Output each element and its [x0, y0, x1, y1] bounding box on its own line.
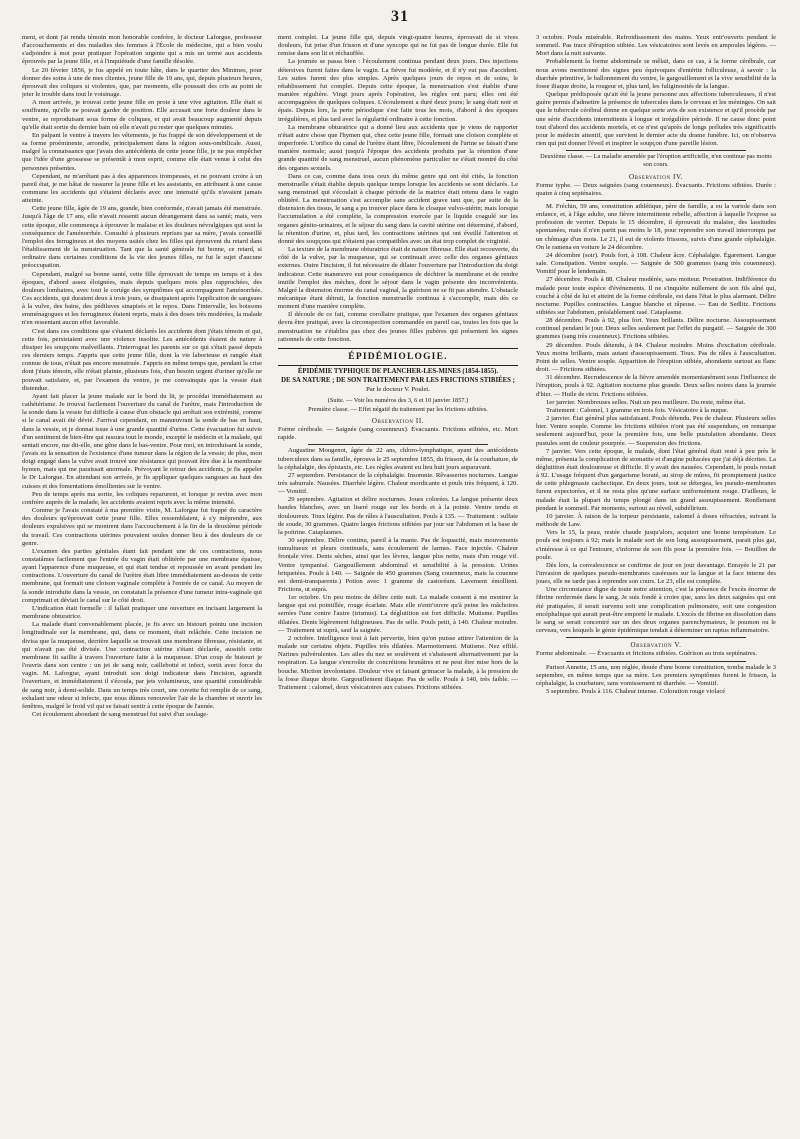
paragraph: 29 décembre. Pouls détendu, à 84. Chaleur moindre. Moins d'excitation cérébrale. Yeux moins brillants, mais autant d'assoupissement. Toux. Pas de râles à l'auscultation. Point de selles. Ventre souple. Apparition de l'éruption stibiée, abondante surtout au flanc droit. — Frictions stibiées.	[536, 341, 776, 374]
paragraph: La membrane obturatrice qui a donné lieu aux accidents que je viens de rapporter n'était autre chose que l'hymen qui, chez cette jeune fille, formait une cloison complète et imperforée. L'orifice du canal de l'urètre étant libre, l'écoulement de l'urine se faisait d'une manière normale; aussi jusqu'à l'époque des accidents produits par la rétention d'une grande quantité de sang menstruel, aucun phénomène particulier ne s'était montré du côté des organes sexuels.	[278, 123, 518, 172]
paragraph: 1er janvier. Nombreuses selles. Nuit un peu meilleure. Du reste, même état.	[546, 398, 746, 406]
divider	[566, 150, 746, 151]
observation-heading: Observation II.	[371, 416, 425, 425]
paragraph: 27 septembre. Persistance de la céphalalgie. Insomnie. Rêvasseries nocturnes. Langue très saburrale. Nausées. Diarrhée légère. Chaleur mordicante et pouls très fréquent, à 120. — Vomitif.	[278, 471, 518, 496]
paragraph: Dans ce cas, comme dans tous ceux du même genre qui ont été cités, la fonction menstruelle s'était établie depuis quelque temps lorsque les accidents se sont déclarés. Le sang menstruel qui s'écoulait à chaque période de la matrice était retenu dans le vagin oblitéré. La menstruation s'est accomplie sans accident grave tant que, par suite de la distension des tissus, le sang a pu trouver place dans le cloaque vulvo-utérin; mais lorsque l'accumulation a été complète, la compression exercée par le liquide coagulé sur les organes génito-urinaires, et le séjour du sang dans la cavité utérine ont déterminé, d'abord, la rétention d'urine, et, plus tard, les contractions utérines qui ont éveillé l'attention et donné des soupçons qui n'étaient pas compatibles avec un état trop complet de virginité.	[278, 172, 518, 245]
paragraph: Il découle de ce fait, comme corollaire pratique, que l'examen des organes génitaux devra être pratiqué, avec la circonspection commandée en pareil cas, toutes les fois que la menstruation ne s'établira pas chez des jeunes filles pubères qui présentent les signes rationnels de cette fonction.	[278, 311, 518, 343]
paragraph: 31 décembre. Recrudescence de la fièvre amendée momentanément sous l'influence de l'éruption, pouls à 92. Agitation nocturne plus grande. Deux selles noires dans la journée d'hier. — Huile de ricin. Frictions stibiées.	[536, 374, 776, 398]
divider	[566, 200, 746, 201]
paragraph: La malade étant convenablement placée, je fis avec un bistouri pointu une incision longitudinale sur la membrane, qui, dans ce moment, était relâchée. Cette incision ne divisa que la muqueuse, derrière laquelle se trouvait une membrane fibreuse, résistante, et qui n'avait pas été divisée. Une contraction utérine s'étant déclarée, aussitôt cette membrane fit saillie à travers l'ouverture faite à la muqueuse. D'un coup de bistouri je l'ouvris dans son centre : un jet de sang noir, caillebotté et infect, sortit avec force du vagin. M. Laforgue, ayant introduit son doigt indicateur dans l'incision, agrandit l'ouverture, et immédiatement il s'écoula, par jets volumineux, une quantité considérable de sang noir, à demi-solide. Dans un temps très court, une cuvette fut remplie de ce sang, exhalant une odeur si infecte, que nous dûmes renouveler l'air de la chambre et ouvrir les fenêtres, malgré le froid vif qui se faisait sentir à cette époque de l'année.	[22, 621, 262, 710]
section-divider	[278, 348, 518, 349]
observation-heading: Observation V.	[630, 641, 682, 650]
paragraph: 2 janvier. État général plus satisfaisant. Pouls détendu. Peu de chaleur. Plusieurs selles hier. Ventre souple. Comme les frictions stibiées n'ont pas été suspendues, on remarque seulement aujourd'hui, pour la première fois, une belle pustulation abondante. Deux pustules sont de couleur pourprée. — Suspension des frictions.	[536, 415, 776, 447]
paragraph: Cet écoulement abondant de sang menstruel fut suivi d'un soulage-	[32, 710, 209, 718]
column-right	[536, 34, 776, 1130]
paragraph: Cependant, ne m'arrêtant pas à des apparences trompeuses, et ne pouvant croire à un pareil état, je me hâtai de rassurer la jeune fille et les assistants, en attribuant à une cause commune les accidents qui s'étaient déclarés avec une intensité qu'ils n'avaient jamais atteinte.	[22, 172, 262, 205]
paragraph: Parisot Annette, 15 ans, non réglée, douée d'une bonne constitution, tomba malade le 3 septembre, en même temps que sa mère. Les premiers symptômes furent le frisson, la céphalalgie, la courbature, sans vomissement ni diarrhée. — Vomitif.	[536, 663, 776, 687]
paragraph: A mon arrivée, je trouvai cette jeune fille en proie à une vive agitation. Elle était si souffrante, qu'elle ne pouvait garder de position. Elle accusait une forte douleur dans le ventre, se reproduisant sous forme de coliques, et qui avait beaucoup augmenté depuis qu'elle était sortie du dernier bain où elle n'avait pu rester que quelques minutes.	[22, 99, 262, 131]
paragraph: Comme je l'avais constaté à ma première visite, M. Laforgue fut frappé du caractère des douleurs qu'éprouvait cette jeune fille. Elles ressemblaient, à s'y méprendre, aux douleurs expulsives qui se montrent dans l'accouchement à la fin de la deuxième période du travail. Ces contractions utérines pouvaient seules donner lieu à des douleurs de ce genre.	[22, 507, 262, 547]
paragraph: Cependant, malgré sa bonne santé, cette fille éprouvait de temps en temps et à des époques, d'abord assez éloignées, mais depuis quelques mois plus rapprochées, des douleurs lombaires, avec tout le cortége des symptômes qui accompagnent l'aménorrhée. Ces accidents, qui duraient deux à trois jours, se dissipaient après l'application de sangsues à la vulve, des bains, des pédiluves sinapisés et le repos. Dans l'intervalle, les boissons emménagogues et les ferrugineux étaient repris, mais à des doses très modérées, la malade n'en ressentant aucun effet favorable.	[22, 270, 262, 327]
form-line: Forme abdominale. — Évacuants et frictions stibiées. Guérison au trois septénaires.	[536, 650, 758, 658]
paragraph: Peu de temps après ma sortie, les coliques reparurent, et lorsque je revins avec mon confrère auprès de la malade, les accidents avaient repris avec la même intensité.	[22, 490, 262, 506]
page-number: 31	[391, 8, 409, 25]
observation-heading: Observation IV.	[628, 172, 684, 181]
article-title: ÉPIDÉMIE TYPHIQUE DE PLANCHER-LES-MINES (1854-1855).	[297, 368, 499, 376]
paragraph: 29 septembre. Agitation et délire nocturnes. Joues colorées. La langue présente deux bandes blanches, avec un liseré rouge sur les bords et à la pointe. Ventre tendu et douloureux. Toux légère. Pas de râles à l'auscultation. Pouls à 135. — Traitement : sulfate de soude, 30 grammes. Quatre larges frictions stibiées par jour sur l'abdomen et la base de la poitrine. Cataplasmes.	[278, 496, 518, 536]
class-line: Deuxième classe. — La maladie amendée par l'éruption artificielle, n'en continue pas moins son cours.	[540, 153, 772, 169]
divider	[566, 661, 746, 662]
divider	[308, 444, 488, 445]
paragraph: Une circonstance digne de toute notre attention, c'est la présence de l'excès énorme de fibrine renfermée dans le sang. Je suis fondé à croire que, sans les deux saignées qui ont été pratiquées, il serait survenu soit une complication pulmonaire, soit une congestion encéphalique qui aurait peut-être emporté le malade. L'excès de fibrine en dissolution dans le sang se serait concentré sur un des deux organes parenchymateux, le poumon ou le cerveau, vers lesquels le génie épidémique tendait à déterminer un raptus inflammatoire.	[536, 586, 776, 635]
paragraph: 30 septembre. Délire continu, pareil à la manie. Pas de loquacité, mais mouvements tumultueux et pleurs continuels, sans écoulement de larmes. Face injectée. Chaleur fronțale vive. Dents sèches, ainsi que les lèvres, langue plus nette, mais d'un rouge vif. Ventre tympanisé. Gargouillement abdominal et sensibilité à la pression. Urines briquetées. Pouls à 140. — Saignée de 450 grammes (Sang couenneux, mais la couenne est demi-transparente.) Potion avec 1 gramme de castoréum. Lavement émollient. Frictions, ut suprà.	[278, 537, 518, 593]
paragraph: Le 20 février 1856, je fus appelé en toute hâte, dans le quartier des Minimes, pour donner des soins à une de mes clientes, jeune fille de 19 ans, qui, depuis plusieurs heures, éprouvait des coliques si violentes, que, par moments, elle poussait des cris au point de jeter le trouble dans tout le voisinage.	[22, 66, 262, 99]
paragraph: Cette jeune fille, âgée de 19 ans, grande, bien conformée, n'avait jamais été menstruée. Jusqu'à l'âge de 17 ans, elle n'avait ressenti aucun dérangement dans sa santé; mais, vers cette époque, elle commença à éprouver le malaise et les douleurs névralgiques qui sont la conséquence de l'aménorrhée. Consulté à plusieurs reprises par sa mère, j'avais conseillé l'emploi des ferrugineux et des moyens usités chez les filles qui éprouvent du retard dans l'établissement de la menstruation. Tant que la santé générale fut bonne, ce retard, si ordinaire dans certaines conditions de la vie des jeunes filles, ne fut le sujet d'aucune préoccupation.	[22, 205, 262, 270]
paragraph: Augustine Mougenot, âgée de 22 ans, chloro-lymphatique, ayant des antécédents tuberculeux dans sa famille, éprouva le 25 septembre 1855, du frisson, de la courbature, de la céphalalgie, des épistaxis, etc. Les règles avaient eu lieu huit jours auparavant.	[278, 447, 518, 471]
paragraph: C'est dans ces conditions que s'étaient déclarés les accidents dont j'étais témoin et qui, cette fois, persistaient avec une violence insolite. Les antécédents étaient de nature à dissiper les soupçons malveillants. J'interrogeai les parents sur ce qui s'était passé depuis ces derniers temps. J'appris que cette jeune fille, dont la vie laborieuse et rangée était connue de tous, n'était pas encore menstruée. J'appris en même temps que, pendant la crise dont j'étais témoin, elle n'était plainte, plusieurs fois, d'un besoin urgent d'uriner qu'elle ne pouvait satisfaire, et, par l'examen du ventre, je me convainquis que la vessie était distendue.	[22, 327, 262, 392]
column-middle	[278, 34, 518, 1130]
paragraph: 1er octobre. Un peu moins de délire cette nuit. La malade consent à me montrer la langue qui est pointillée, rouge écarlate. Mais elle n'entr'ouvre qu'à peine les mâchoires serrées l'une contre l'autre (trismus). La déglutition est fort difficile. Mutisme. Pupilles dilatées. Dents légèrement fuligineuses. Pas de selle. Pouls petit, à 140. Chaleur moindre. — Traitement ut suprà, sauf la saignée.	[278, 594, 518, 634]
paragraph: 28 décembre. Pouls à 92, plus fort. Yeux brillants. Délire nocturne. Assoupissement continuel pendant le jour. Deux selles seulement par l'effet du purgatif. — Saignée de 300 grammes (sang très couenneux). Frictions stibiées.	[536, 317, 776, 341]
paragraph: Quelque prédisposée qu'ait été la jeune personne aux affections tuberculeuses, il n'est guère permis d'admettre la présence de tubercules dans le cerveau et les méninges. On sait que le tubercule cérébral donne en quelque sorte avis de son existence et qu'il procède par une série d'accidents intermittents à longue et irrégulière période. Il ne cause donc point tout d'abord des accidents mortels, et ce n'est qu'après de longs préludes très significatifs pour le médecin attentif, que survient le dernier acte du drame funèbre. Ici, on n'observa rien qui put donner l'éveil et inspirer le soupçon d'une pareille lésion.	[536, 91, 776, 148]
column-left	[22, 34, 262, 1130]
paragraph: 2 octobre. Intelligence tout à fait pervertie, bien qu'on puisse attirer l'attention de la malade sur certains objets. Pupilles très dilatées. Marmottement. Mutisme. Nez effilé. Narines pulvérulentes. Les ailes du nez se soulèvent et s'abaissent alternativement par la respiration. La langue s'encroûte de concrétions brunâtres et ne peut être mise hors de la bouche. Miction involontaire. Douleur vive et faisant grimacer la malade, à la pression de la fosse iliaque droite. Gargouillement iliaque. Pas de selle. Pouls à 140, très faible. — Traitement : calomel, deux vésicatoires aux cuisses. Frictions stibiées.	[278, 634, 518, 691]
continuation-note: (Suite. — Voir les numéros des 3, 6 et 10 janvier 1857.)	[327, 396, 469, 404]
paragraph: 5 septembre. Pouls à 116. Chaleur intense. Coloration rouge violacé	[546, 688, 726, 696]
paragraph: 7 janvier. Vers cette époque, le malade, dont l'état général était resté à peu près le même, présenta la complication de stomatite et d'angine pultacées que j'ai déjà décrites. La déglutition était douloureuse et difficile. Il y avait des nausées. Cependant, le pouls restait à 92. L'usage fréquent d'un gargarisme boraté, au sirop de mûres, fit promptement justice de cette phlegmasie cachectique. En deux jours, tout se détergea, les pseudo-membranes furent expectorées, et il ne resta plus qu'une surface uniformément rouge. D'ailleurs, le malade était la plupart du temps plongé dans un grand assoupissement. Ronflement pendant le sommeil. Par moments, surtout au réveil, subdélirium.	[536, 447, 776, 512]
paragraph: 3 octobre. Pouls misérable. Refroidissement des mains. Yeux entr'ouverts pendant le sommeil. Pas trace d'éruption stibiée. Les vésicatoires sont levés en ampoules légères. — Mort dans la nuit suivante.	[536, 34, 776, 58]
article-author: Par le docteur V. Poulet.	[366, 386, 430, 394]
paragraph: 27 décembre. Pouls à 88. Chaleur modérée, sans moiteur. Prostration. Indifférence du malade pour toute espèce d'événements. Il ne s'inquiète nullement de son fils aîné qui, couché à côté de lui et atteint de la forme cérébrale, est dans l'état le plus alarmant. Délire nocturne. Pupilles contractées. Langue blanche et râpeuse. — Eau de Sedlitz. Frictions stibiées sur l'abdomen, préalablement rasé. Cataplasme.	[536, 276, 776, 316]
paragraph: Probablement la forme abdominale se mêlait, dans ce cas, à la forme cérébrale, car nous avons mentionné des signes peu équivoques d'entérite folliculeuse, à savoir : la diarrhée primitive, le ballonnement du ventre, le gargouillement et la vive sensibilité de la fosse iliaque droite, la rougeur et, plus tard, les fuliginosités de la langue.	[536, 58, 776, 90]
paragraph: 24 décembre (soir). Pouls fort, à 108. Chaleur âcre. Céphalalgie. Égarement. Langue sale. Constipation. Ventre souple. — Saignée de 500 grammes (sang très couenneux). Vomitif pour le lendemain.	[536, 251, 776, 276]
form-line: Forme cérébrale. — Saignée (sang couenneux). Évacuants. Frictions stibiées, etc. Mort rapide.	[278, 426, 518, 442]
paragraph: Vers le 15, la peau, restée chaude jusqu'alors, acquiert une bonne température. Le pouls est toujours à 92; mais le malade sort de son long assoupissement, parait plus gai, s'intéresse à ce qui l'entoure, s'informe de son fils pour la première fois. — Bouillon de poule.	[536, 529, 776, 561]
paragraph: L'indication était formelle : il fallait pratiquer une ouverture en incisant largement la membrane obturatrice.	[22, 604, 262, 621]
paragraph: L'examen des parties génitales étant fait pendant une de ces contractions, nous constatâmes facilement que l'entrée du vagin était oblitérée par une membrane épaisse, ayant l'apparence d'une muqueuse, et qui était tendue et repoussée en avant pendant les contractions. L'ouverture du canal de l'urètre était libre immédiatement au-dessus de cette membrane, qui formait une cloison vaginale complète à l'entrée de ce canal. Au moyen de la sonde introduite dans la vessie, on constatait la présence d'une tumeur intra-vaginale qui comprimait et déviait le canal sur le côté droit.	[22, 547, 262, 604]
divider	[566, 637, 746, 638]
paragraph: Dès lors, la convalescence se confirme de jour en jour davantage. Enrayée le 21 par l'invasion de quelques pseudo-membranes caséeuses sur la langue et la face interne des joues, elle ne tarde pas à reprendre son cours. Le 23, elle est complète.	[536, 561, 776, 586]
paragraph: La journée se passa bien : l'écoulement continua pendant deux jours. Des injections détersives furent faites dans le vagin. La fièvre fut modérée, et il n'y eut pas d'accident. Les suites furent des plus simples. Après quelques jours de repos et de soins, le rétablissement fut complet. Depuis cette époque, la menstruation s'est établie d'une manière régulière. Vingt jours après l'opération, les règles ont paru; elles ont été accompagnées de quelques coliques. L'écoulement a duré deux jours; le sang était noir et épais. Depuis lors, la perte périodique s'est faite tous les mois, d'abord à des époques irrégulières, et plus tard avec la régularité ordinaire à cette fonction.	[278, 58, 518, 123]
paragraph: En palpant le ventre à travers les vêtements, je fus frappé de son développement et de sa forme proéminente, arrondie, principalement dans la région sous-ombilicale. Aussi, malgré la connaissance que j'avais des antécédents de cette jeune fille, je ne pus empêcher que l'idée d'une grossesse se présentât à mon esprit, comme elle était venue à celui des personnes présentes.	[22, 131, 262, 172]
paragraph: Ayant fait placer la jeune malade sur le bord du lit, je procédai immédiatement au cathétérisme. Je trouvai facilement l'ouverture du canal de l'urètre, mais l'introduction de la sonde dans la vessie fut difficile à cause d'un obstacle qui arrêtait son extrémité, comme si le canal avait été dévié. J'arrivai cependant, en manœuvrant la sonde de bas en haut, dans la vessie, et je donnai issue à une grande quantité d'urine. Cette évacuation fut suivie d'un sentiment de bien-être qui rassura tout le monde, excepté le médecin et la malade, qui sentait encore, me dit-elle, une gêne dans le bas-ventre. Pour moi, en introduisant la sonde, j'avais eu la sensation de l'existence d'une tumeur dans la région de la vessie; de plus, mon doigt engagé dans la vulve avait trouvé une résistance qui pouvait être due à la membrane hymen, mais qui me paraissait anormale. Prévoyant le retour des accidents, je fis appeler le Dr Laforgue. En attendant son arrivée, je fis appliquer quelques sangsues au haut des cuisses et des fomentations émollientes sur le ventre.	[22, 392, 262, 490]
paragraph: ment, et dont j'ai rendu témoin mon honorable confrère, le docteur Laforgue, professeur d'accouchements et des maladies des femmes à l'École de médecine, qui a bien voulu s'adjoindre à moi pour pratiquer l'opération urgente qui a mis un terme aux accidents éprouvés par la jeune fille, et à l'inquiétude d'une famille désolée.	[22, 34, 262, 66]
paragraph: ment complet. La jeune fille qui, depuis vingt-quatre heures, éprouvait de si vives douleurs, fut prise d'un frisson et d'une syncope qui ne fut pas de longue durée. Elle fut remise dans son lit et réchauffée.	[278, 34, 518, 58]
paragraph: 10 janvier. À raison de la torpeur persistante, calomel à doses réfractées, suivant la méthode de Law.	[536, 512, 776, 529]
paragraph: Traitement : Calomel, 1 gramme en trois fois. Vésicatoire à la nuque.	[546, 406, 729, 414]
form-line: Forme typhe. — Deux saignées (sang couenneux). Évacuants. Frictions stibiées. Durée : quatre à cinq septénaires.	[536, 181, 776, 197]
paragraph: La texture de la membrane obturatrice était de nature fibreuse. Elle était recouverte, du côté de la vulve, par la muqueuse, qui se continuait avec celle des organes génitaux externes. Outre l'incision, il fut nécessaire de dilater l'ouverture par l'introduction du doigt indicateur. Cette manœuvre eut pour conséquence de déchirer la membrane et de rendre inutile l'emploi des mèches, dont le séjour dans le vagin présente des inconvénients. Malgré la distension énorme du canal vaginal, la guérison ne se fit pas attendre. L'obstacle mécanique étant détruit, la fonction menstruelle continua à s'accomplir, mais dès ce moment d'une manière complète.	[278, 246, 518, 311]
paragraph: M. Fréchin, 59 ans, constitution athlétique, père de famille, a eu la variole dans son enfance, et, à l'âge adulte, une fièvre intermittente rebelle, affection à laquelle l'expose sa profession de verrier. Depuis le 15 décembre, il éprouvait du malaise, des lassitudes spontanées, mais il n'en partit pas moins le 18, pour reprendre son travail interrompu par un chômage d'un mois. Le 21, il eut de violents frissons, suivis d'une grande céphalalgie. On le ramena en voiture le 24 décembre.	[536, 202, 776, 251]
class-line: Première classe. — Effet négatif du traitement par les frictions stibiées.	[308, 405, 488, 413]
article-subtitle: DE SA NATURE ; DE SON TRAITEMENT PAR LES FRICTIONS STIBIÉES ;	[281, 377, 515, 385]
section-divider	[278, 365, 518, 366]
section-title: ÉPIDÉMIOLOGIE.	[348, 351, 448, 362]
